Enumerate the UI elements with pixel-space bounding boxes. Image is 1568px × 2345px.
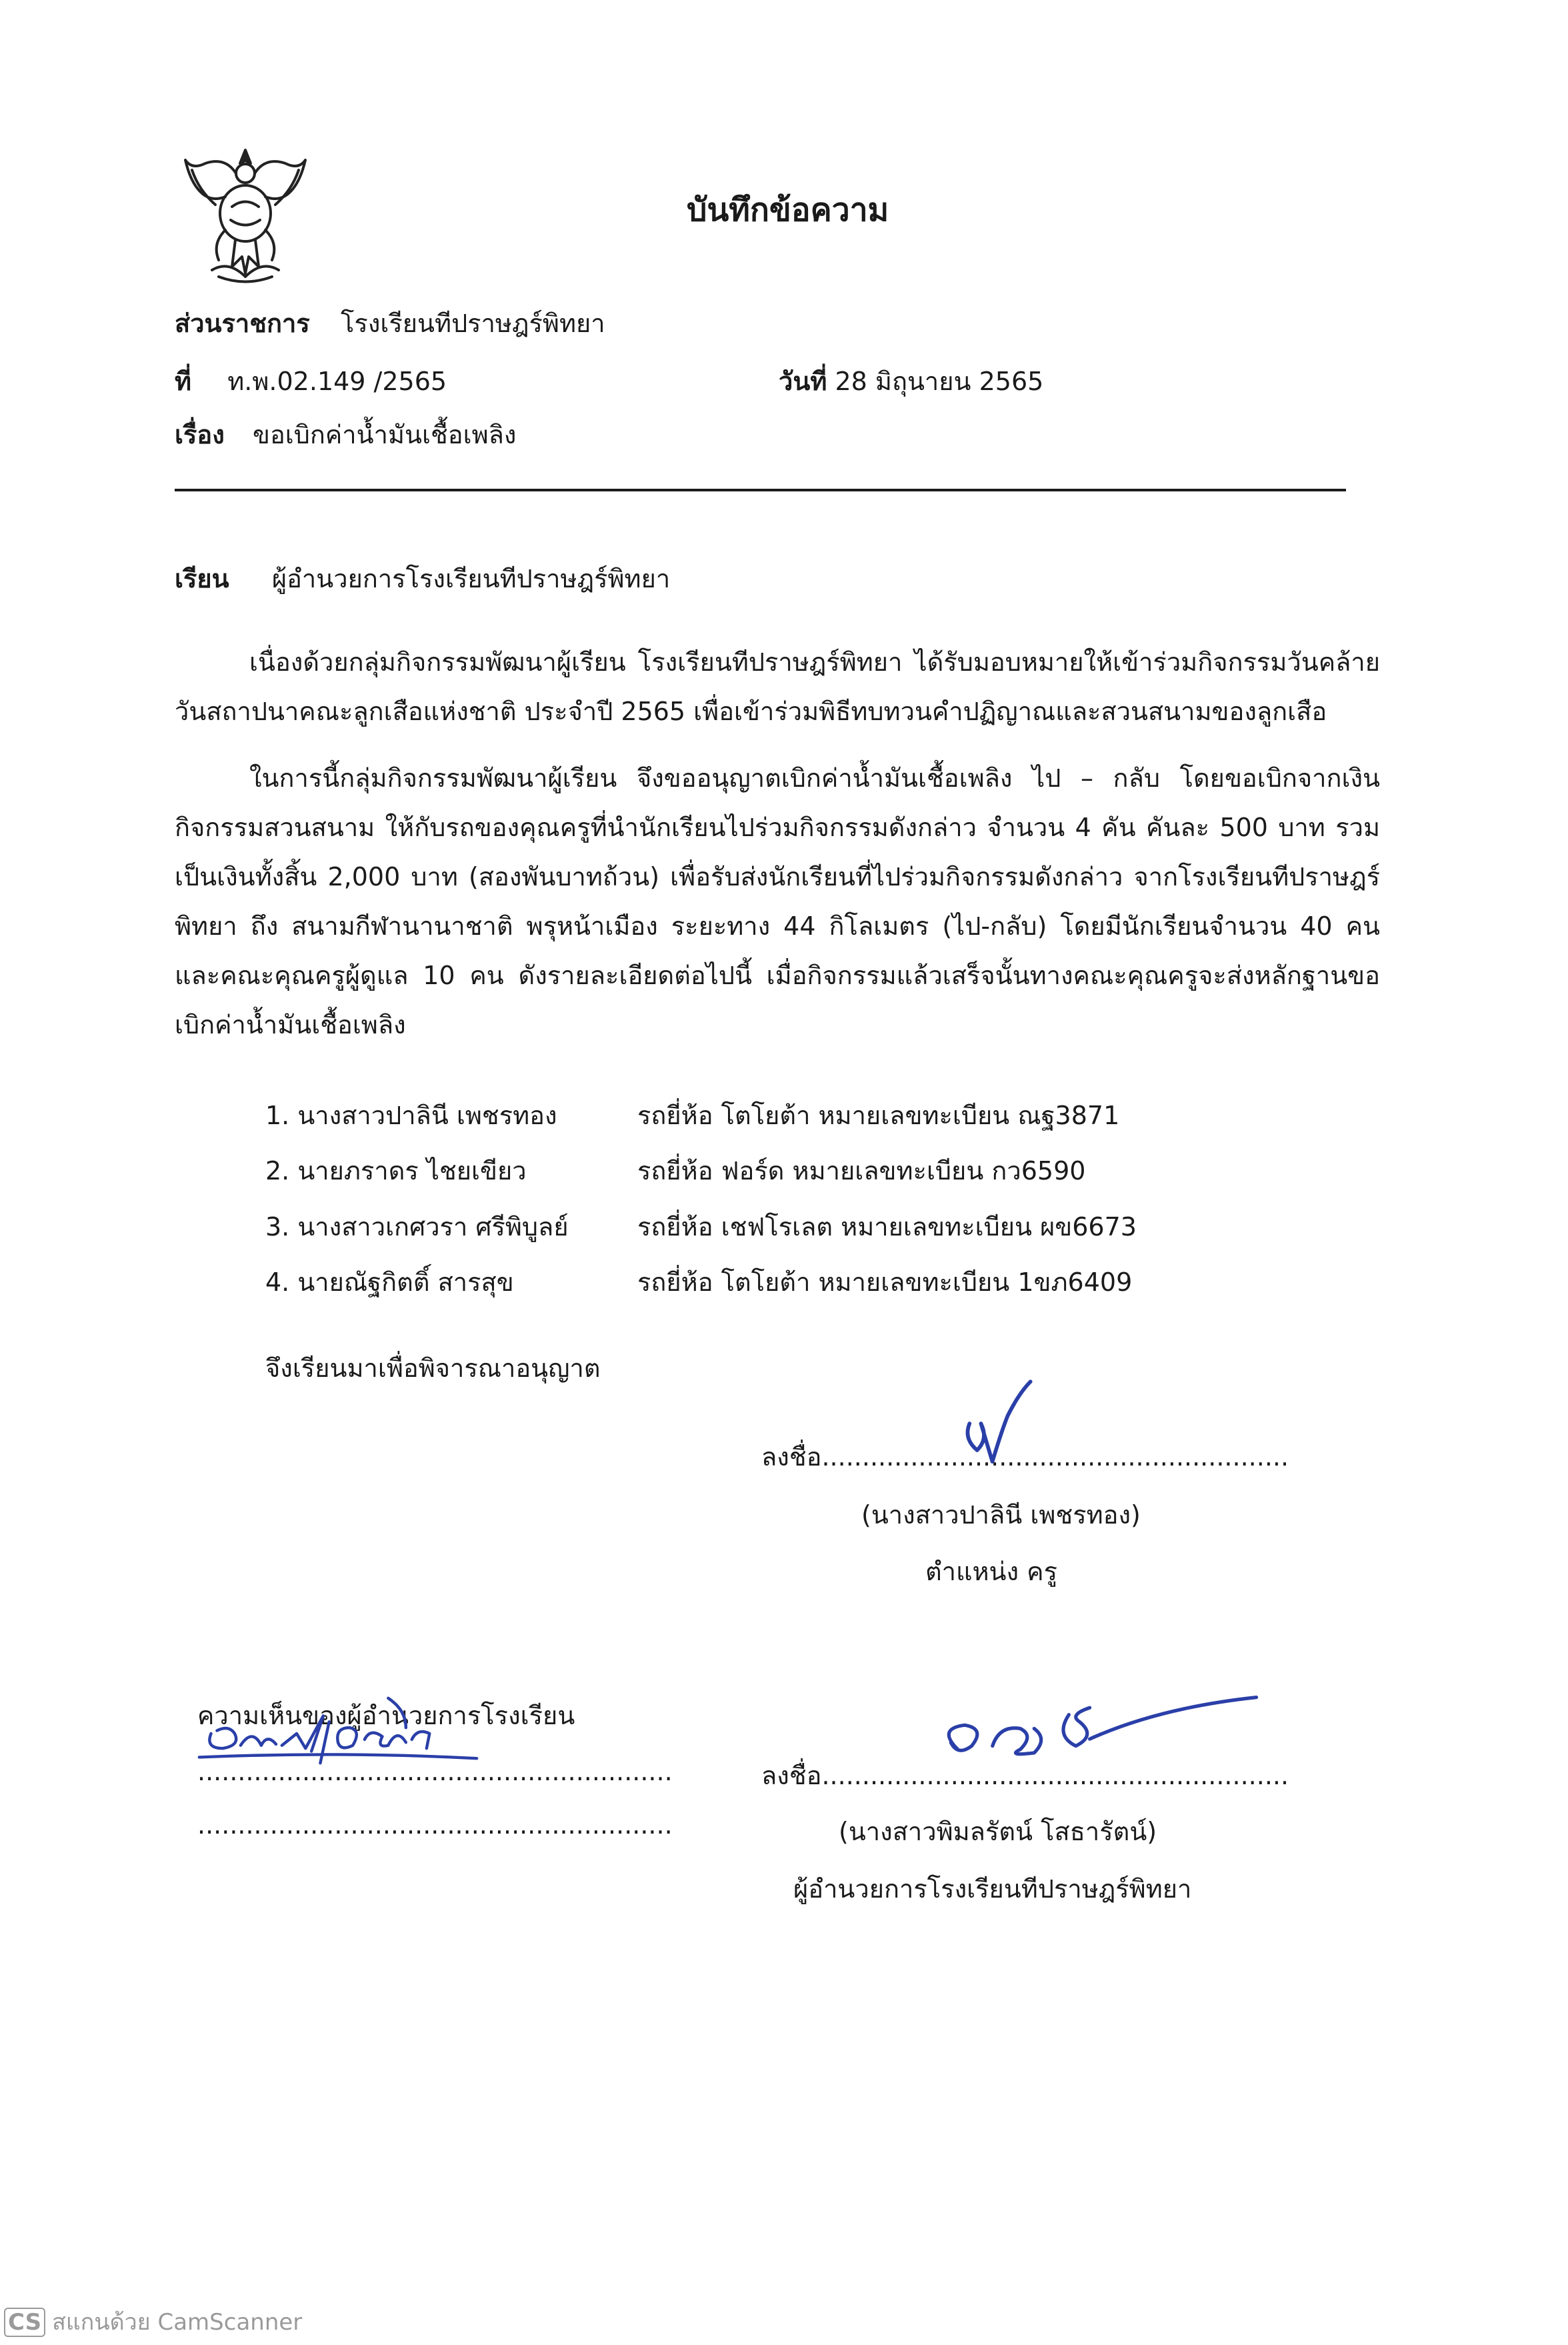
director-opinion-handwriting-icon	[193, 1690, 607, 1777]
director-opinion-line-1: ...........................................................	[197, 1757, 673, 1786]
subject-label: เรื่อง	[175, 420, 225, 449]
memo-title: บันทึกข้อความ	[687, 191, 889, 229]
addressee-row	[175, 562, 670, 595]
subject-row	[175, 418, 516, 451]
signature-dots: ..........................................................	[821, 1761, 1289, 1790]
signature-line-1	[761, 1440, 1289, 1474]
date-label: วันที่	[779, 367, 827, 396]
camscanner-watermark	[4, 2304, 302, 2340]
garuda-emblem-icon	[179, 143, 312, 287]
list-item-car: รถยี่ห้อ โตโยต้า หมายเลขทะเบียน ณฐ3871	[637, 1101, 1120, 1130]
subject-value: ขอเบิกค่าน้ำมันเชื้อเพลิง	[252, 420, 517, 449]
signer-position-2: ผู้อำนวยการโรงเรียนทีปราษฎร์พิทยา	[793, 1874, 1192, 1904]
list-item	[265, 1266, 514, 1299]
list-item-car: รถยี่ห้อ เชฟโรเลต หมายเลขทะเบียน ผข6673	[637, 1212, 1137, 1242]
list-item-car: รถยี่ห้อ ฟอร์ด หมายเลขทะเบียน กว6590	[637, 1156, 1086, 1186]
date-value: 28 มิถุนายน 2565	[835, 367, 1044, 396]
signer-position-1: ตำแหน่ง ครู	[925, 1557, 1057, 1586]
body-paragraph-1: เนื่องด้วยกลุ่มกิจกรรมพัฒนาผู้เรียน โรงเรียนทีปราษฎร์พิทยา ได้รับมอบหมายให้เข้าร่วมกิจกรรมวันคล้ายวันสถาปนาคณะลูกเสือแห่งชาติ ประจำปี 2565 เพื่อเข้าร่วมพิธีทบทวนคำปฏิญาณและสวนสนามของลูกเสือ	[175, 647, 1380, 726]
signer-name-1: (นางสาวปาลินี เพชรทอง)	[861, 1500, 1141, 1530]
list-item-name: 3. นางสาวเกศวรา ศรีพิบูลย์	[265, 1212, 569, 1242]
agency-value: โรงเรียนทีปราษฎร์พิทยา	[341, 309, 605, 338]
date-row	[779, 365, 1043, 398]
director-opinion-label: ความเห็นของผู้อำนวยการโรงเรียน	[197, 1701, 575, 1730]
director-signature-icon	[930, 1687, 1263, 1770]
doc-number-value: ท.พ.02.149 /2565	[227, 367, 447, 396]
closing-line: จึงเรียนมาเพื่อพิจารณาอนุญาต	[265, 1354, 601, 1383]
header-divider	[175, 489, 1346, 491]
camscanner-text: สแกนด้วย CamScanner	[52, 2309, 303, 2336]
list-item-name: 1. นางสาวปาลินี เพชรทอง	[265, 1101, 557, 1130]
agency-row	[175, 307, 605, 340]
list-item-name: 4. นายณัฐกิตติ์ สารสุข	[265, 1268, 514, 1297]
list-item	[265, 1099, 557, 1132]
list-item-car: รถยี่ห้อ โตโยต้า หมายเลขทะเบียน 1ขภ6409	[637, 1268, 1133, 1297]
list-item-name: 2. นายภราดร ไชยเขียว	[265, 1156, 527, 1186]
doc-number-label: ที่	[175, 367, 192, 396]
signer-name-2: (นางสาวพิมลรัตน์ โสธารัตน์)	[839, 1817, 1157, 1846]
body-paragraph-2: ในการนี้กลุ่มกิจกรรมพัฒนาผู้เรียน จึงขออนุญาตเบิกค่าน้ำมันเชื้อเพลิง ไป – กลับ โดยขอเบิกจากเงินกิจกรรมสวนสนาม ให้กับรถของคุณครูที่นำนักเรียนไปร่วมกิจกรรมดังกล่าว จำนวน 4 คัน คันละ 500 บาท รวมเป็นเงินทั้งสิ้น 2,000 บาท (สองพันบาทถ้วน) เพื่อรับส่งนักเรียนที่ไปร่วมกิจกรรมดังกล่าว จากโรงเรียนทีปราษฎร์พิทยา ถึง สนามกีฬานานาชาติ พรุหน้าเมือง ระยะทาง 44 กิโลเมตร (ไป-กลับ) โดยมีนักเรียนจำนวน 40 คน และคณะคุณครูผู้ดูแล 10 คน ดังรายละเอียดต่อไปนี้ เมื่อกิจกรรมแล้วเสร็จนั้นทางคณะคุณครูจะส่งหลักฐานขอเบิกค่าน้ำมันเชื้อเพลิง	[175, 763, 1380, 1039]
doc-number-row	[175, 365, 447, 398]
camscanner-logo-icon: CS	[4, 2308, 45, 2337]
director-opinion-line-2: ...........................................................	[197, 1810, 673, 1840]
signature-label: ลงชื่อ	[761, 1442, 822, 1472]
signature-label: ลงชื่อ	[761, 1761, 822, 1790]
addressee-label: เรียน	[175, 564, 229, 593]
addressee-value: ผู้อำนวยการโรงเรียนทีปราษฎร์พิทยา	[271, 564, 671, 593]
agency-label: ส่วนราชการ	[175, 309, 310, 338]
signature-dots: ..........................................................	[821, 1442, 1289, 1472]
list-item	[265, 1210, 569, 1244]
signature-line-2	[761, 1759, 1289, 1792]
list-item	[265, 1154, 527, 1188]
